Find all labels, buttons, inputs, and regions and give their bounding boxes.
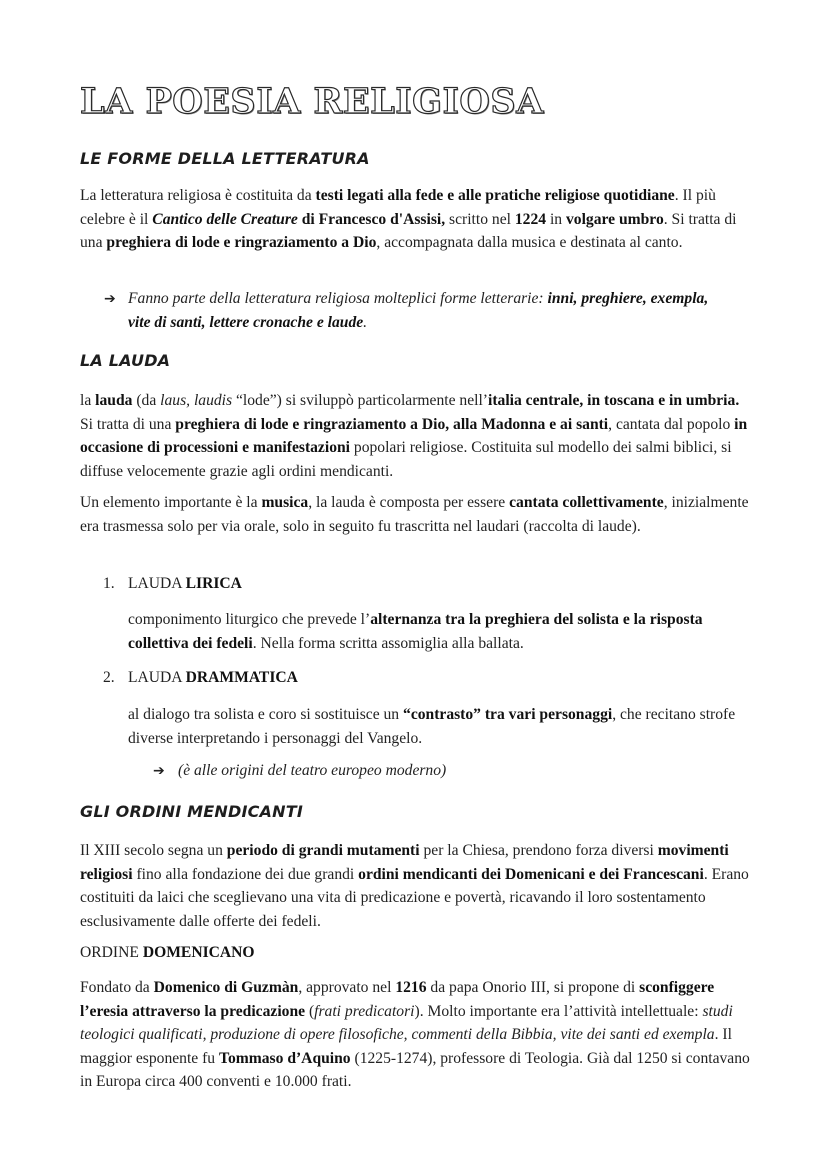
paragraph-ordine-domenicano: Fondato da Domenico di Guzmàn, approvato nel 1216 da papa Onorio III, si propone di sconfiggere l’eresia attraverso la predicazione (frati predicatori). Molto importante era l’attività intellettuale: studi teologici qualificati, produzione di opere filosofiche, commenti della Bibbia, vite dei santi ed exempla. Il maggior esponente fu Tommaso d’Aquino (1225-1274), professore di Teologia. Già dal 1250 si contavano in Europa circa 400 conventi e 10.000 frati. [80,979,750,1090]
arrow-bullet-icon: ➔ [153,763,165,779]
heading-la-lauda: LA LAUDA [80,351,171,370]
paragraph-ordini-mendicanti: Il XIII secolo segna un periodo di grandi mutamenti per la Chiesa, prendono forza diversi movimenti religiosi fino alla fondazione dei due grandi ordini mendicanti dei Domenicani e dei Francescani. Erano costituiti da laici che sceglievano una vita di predicazione e povertà, ricavando il loro sostentamento esclusivamente dalle offerte dei fedeli. [80,842,749,930]
paragraph-musica: Un elemento importante è la musica, la lauda è composta per essere cantata collettivamente, inizialmente era trasmessa solo per via orale, solo in seguito fu trascritta nel laudari (raccolta di laude). [80,494,749,535]
list-item-body-drammatica: al dialogo tra solista e coro si sostituisce un “contrasto” tra vari personaggi, che recitano strofe diverse interpretando i personaggi del Vangelo. [128,706,736,747]
page-title: LA POESIA RELIGIOSA [80,81,544,122]
list-item-label-drammatica: LAUDA DRAMMATICA [128,669,298,686]
subheading-ordine-domenicano: ORDINE DOMENICANO [80,944,255,961]
list-item-label-lirica: LAUDA LIRICA [128,575,242,592]
list-number: 1. [103,575,115,592]
list-item-body-lirica: componimento liturgico che prevede l’alternanza tra la preghiera del solista e la risposta collettiva dei fedeli. Nella forma scritta assomiglia alla ballata. [128,611,703,652]
heading-gli-ordini-mendicanti: GLI ORDINI MENDICANTI [80,802,303,821]
paragraph-letteratura-religiosa: La letteratura religiosa è costituita da testi legati alla fede e alle pratiche religiose quotidiane. Il più celebre è il Cantico delle Creature di Francesco d'Assisi, scritto nel 1224 in volgare umbro. Si tratta di una preghiera di lode e ringraziamento a Dio, accompagnata dalla musica e destinata al canto. [80,187,737,251]
list-number: 2. [103,669,115,686]
bullet-teatro-europeo: (è alle origini del teatro europeo moderno) [178,762,447,779]
arrow-bullet-icon: ➔ [104,291,116,307]
heading-le-forme-della-letteratura: LE FORME DELLA LETTERATURA [80,149,370,168]
bullet-forme-letterarie: Fanno parte della letteratura religiosa molteplici forme letterarie: inni, preghiere, exempla, vite di santi, lettere cronache e laude. [128,290,709,331]
paragraph-lauda: la lauda (da laus, laudis “lode”) si sviluppò particolarmente nell’italia centrale, in toscana e in umbria. Si tratta di una preghiera di lode e ringraziamento a Dio, alla Madonna e ai santi, cantata dal popolo in occasione di processioni e manifestazioni popolari religiose. Costituita sul modello dei salmi biblici, si diffuse velocemente grazie agli ordini mendicanti. [80,392,748,480]
